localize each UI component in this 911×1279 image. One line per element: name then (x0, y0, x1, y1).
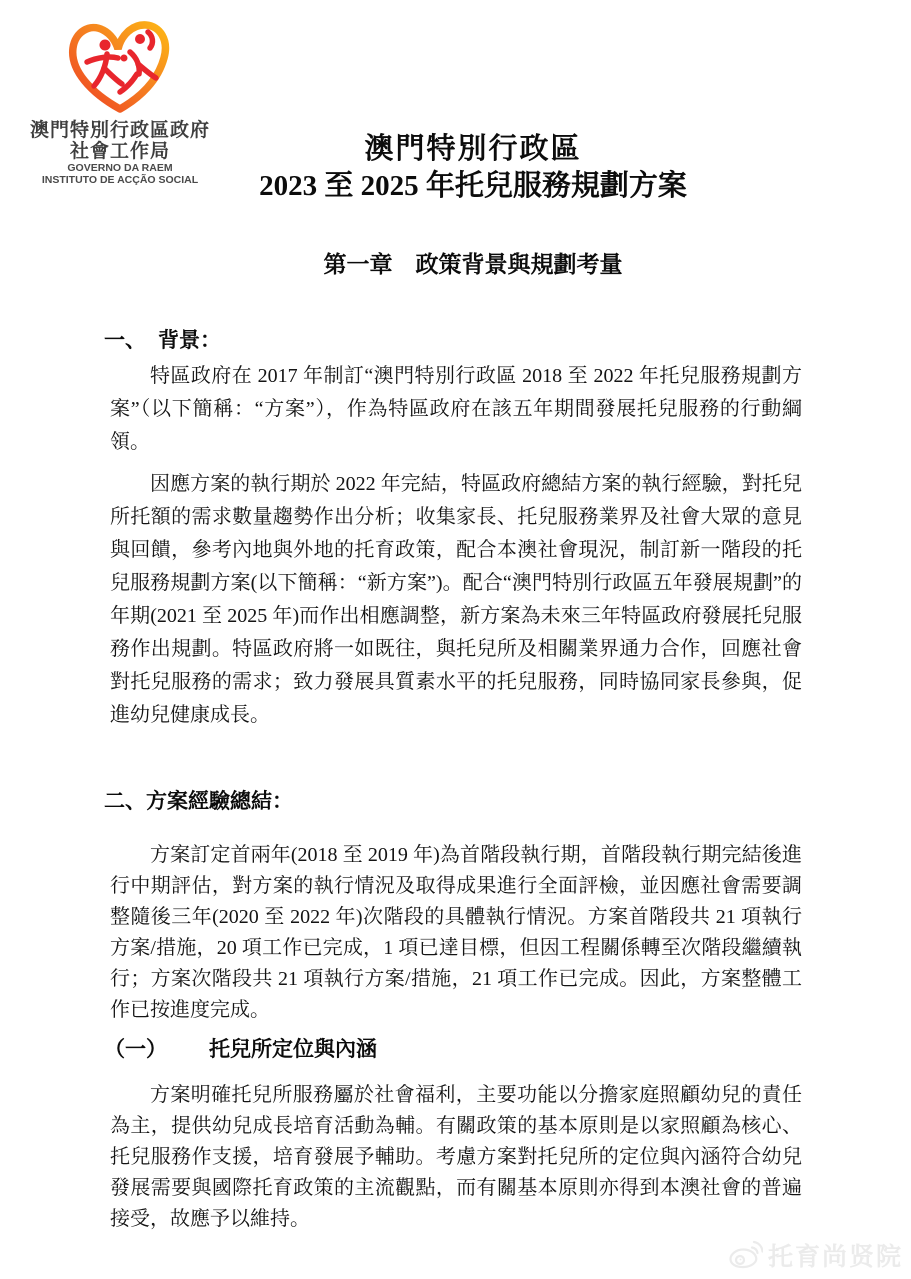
section-2-title: 方案經驗總結： (146, 789, 293, 813)
section-1-title: 背景： (158, 328, 221, 352)
heart-children-logo-icon (60, 12, 180, 116)
paragraph-background-1: 特區政府在 2017 年制訂“澳門特別行政區 2018 至 2022 年托兒服務規劃方案”（以下簡稱：“方案”），作為特區政府在該五年期間發展托兒服務的行動綱領。 (110, 365, 802, 453)
org-name-pt-line1: GOVERNO DA RAEM (67, 162, 173, 174)
subsection-1-title: 托兒所定位與內涵 (209, 1037, 377, 1061)
document-title-line1: 澳門特別行政區 (364, 133, 582, 165)
section-1-heading (104, 324, 221, 354)
subsection-1-heading (104, 1033, 377, 1063)
document-title (205, 131, 741, 205)
paragraph-background-2: 因應方案的執行期於 2022 年完結，特區政府總結方案的執行經驗，對托兒所托額的需求數量趨勢作出分析；收集家長、托兒服務業界及社會大眾的意見與回饋，參考內地與外地的托育政策，配合本澳社會現況，制訂新一階段的托兒服務規劃方案(以下簡稱：“新方案”)。配合“澳門特別行政區五年發展規劃”的年期(2021 至 2025 年)而作出相應調整，新方案為未來三年特區政府發展托兒服務作出規劃。特區政府將一如既往，與托兒所及相關業界通力合作，回應社會對托兒服務的需求；致力發展具質素水平的托兒服務，同時協同家長參與，促進幼兒健康成長。 (110, 473, 802, 726)
weibo-icon (727, 1239, 763, 1271)
chapter-heading: 第一章 政策背景與規劃考量 (323, 252, 623, 277)
watermark-text: 托育尚贤院 (767, 1243, 903, 1271)
section-2-heading (104, 785, 293, 815)
paragraph-summary: 方案訂定首兩年(2018 至 2019 年)為首階段執行期，首階段執行期完結後進行中期評估，對方案的執行情況及取得成果進行全面評檢，並因應社會需要調整隨後三年(2020 至 2022 年)次階段的具體執行情況。方案首階段共 21 項執行方案/措施，20 項工作已完成，1 項已達目標，但因工程關係轉至次階段繼續執行；方案次階段共 21 項執行方案/措施，21 項工作已完成。因此，方案整體工作已按進度完成。 (110, 844, 802, 1021)
org-name-pt-line2: INSTITUTO DE ACÇÃO SOCIAL (41, 174, 199, 186)
paragraph-positioning: 方案明確托兒所服務屬於社會福利，主要功能以分擔家庭照顧幼兒的責任為主，提供幼兒成長培育活動為輔。有關政策的基本原則是以家照顧為核心、托兒服務作支援，培育發展予輔助。考慮方案對托兒所的定位與內涵符合幼兒發展需要與國際托育政策的主流觀點，而有關基本原則亦得到本澳社會的普遍接受，故應予以維持。 (110, 1084, 802, 1230)
section-1-number: 一、 (104, 328, 146, 352)
subsection-1-number: （一） (104, 1037, 167, 1061)
org-name-zh-line1: 澳門特別行政區政府 (29, 120, 210, 141)
watermark (727, 1237, 903, 1273)
document-title-line2: 2023 至 2025 年托兒服務規劃方案 (259, 170, 687, 202)
org-name-zh-line2: 社會工作局 (69, 141, 170, 162)
section-2-number: 二、 (104, 789, 146, 813)
agency-logo-block (26, 12, 214, 186)
